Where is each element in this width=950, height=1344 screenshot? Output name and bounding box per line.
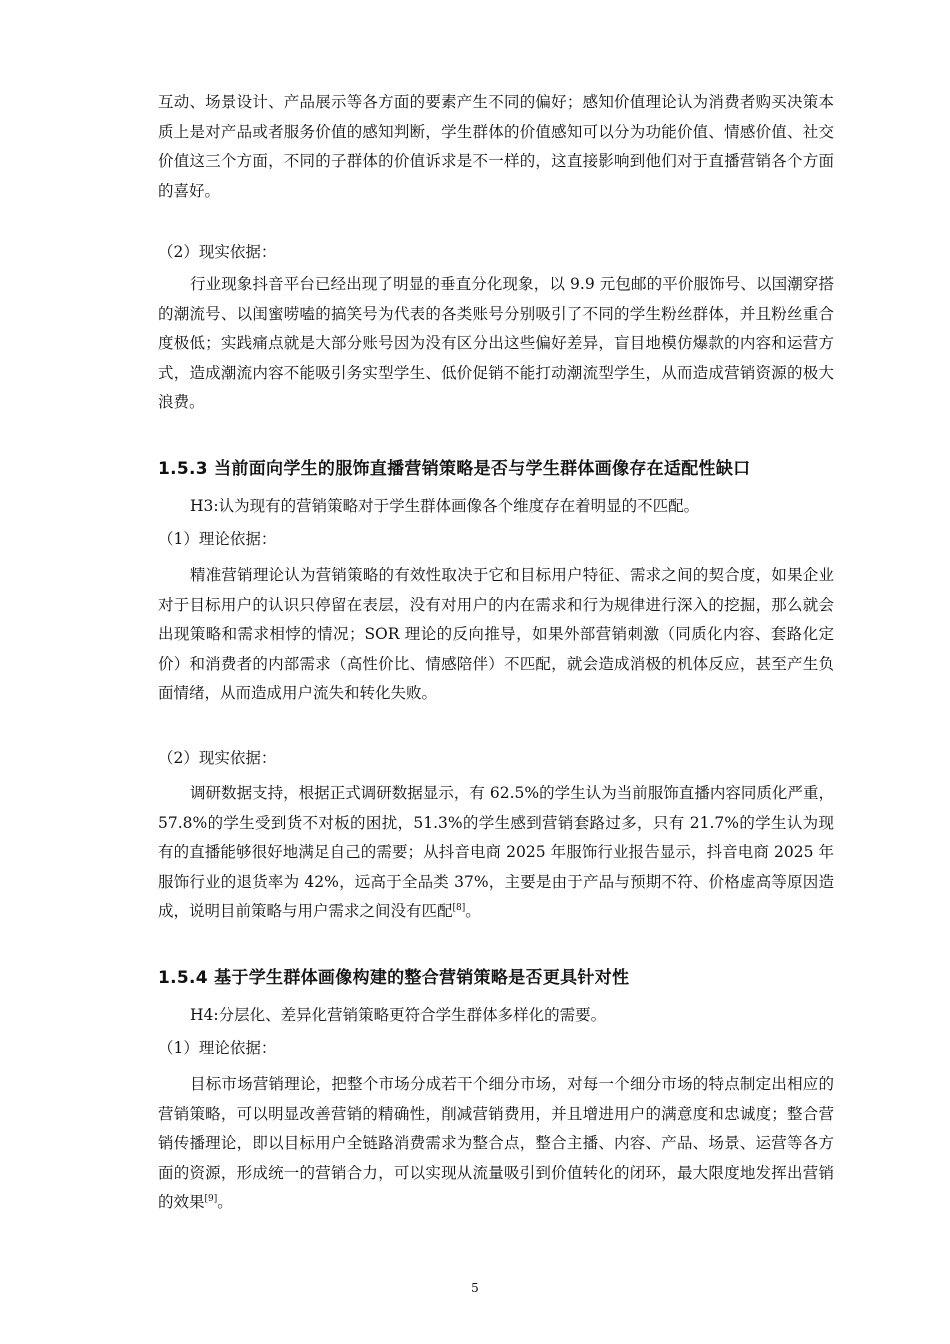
section-heading-1-5-4: 1.5.4 基于学生群体画像构建的整合营销策略是否更具针对性 bbox=[158, 968, 630, 988]
paragraph-target-marketing bbox=[158, 1070, 834, 1218]
citation-ref-8: [8] bbox=[452, 903, 466, 914]
paragraph-industry-phenomenon: 行业现象抖音平台已经出现了明显的垂直分化现象，以 9.9 元包邮的平价服饰号、以国潮穿搭的潮流号、以闺蜜唠嗑的搞笑号为代表的各类账号分别吸引了不同的学生粉丝群体，并且粉丝重合度极低；实践痛点就是大部分账号因为没有区分出这些偏好差异，盲目地模仿爆款的内容和运营方式，造成潮流内容不能吸引务实型学生、低价促销不能打动潮流型学生，从而造成营销资源的极大浪费。 bbox=[158, 275, 834, 412]
label-theoretical-basis: （1）理论依据： bbox=[158, 530, 277, 548]
hypothesis-h4: H4:分层化、差异化营销策略更符合学生群体多样化的需要。 bbox=[190, 1006, 607, 1024]
citation-ref-9: [9] bbox=[204, 1194, 218, 1205]
section-heading-1-5-3: 1.5.3 当前面向学生的服饰直播营销策略是否与学生群体画像存在适配性缺口 bbox=[158, 459, 751, 479]
target-marketing-end: 。 bbox=[217, 1193, 233, 1212]
survey-data-text: 调研数据支持，根据正式调研数据显示，有 62.5%的学生认为当前服饰直播内容同质化严重，57.8%的学生受到货不对板的困扰，51.3%的学生感到营销套路过多，只有 21.7%的学生认为现有的直播能够很好地满足自己的需要；从抖音电商 2025 年服饰行业报告显示，抖音电商 2025 年服饰行业的退货率为 42%，远高于全品类 37%，主要是由于产品与预期不符、价格虚高等原因造成，说明目前策略与用户需求之间没有匹配 bbox=[158, 784, 834, 921]
paragraph-perceived-value: 互动、场景设计、产品展示等各方面的要素产生不同的偏好；感知价值理论认为消费者购买决策本质上是对产品或者服务价值的感知判断，学生群体的价值感知可以分为功能价值、情感价值、社交价值这三个方面，不同的子群体的价值诉求是不一样的，这直接影响到他们对于直播营销各个方面的喜好。 bbox=[158, 93, 834, 200]
paragraph-precision-marketing: 精准营销理论认为营销策略的有效性取决于它和目标用户特征、需求之间的契合度，如果企业对于目标用户的认识只停留在表层，没有对用户的内在需求和行为规律进行深入的挖掘，那么就会出现策略和需求相悖的情况；SOR 理论的反向推导，如果外部营销刺激（同质化内容、套路化定价）和消费者的内部需求（高性价比、情感陪伴）不匹配，就会造成消极的机体反应，甚至产生负面情绪，从而造成用户流失和转化失败。 bbox=[158, 566, 834, 703]
hypothesis-h3: H3:认为现有的营销策略对于学生群体画像各个维度存在着明显的不匹配。 bbox=[190, 497, 700, 515]
page-number: 5 bbox=[471, 1281, 479, 1295]
label-practical-basis: （2）现实依据： bbox=[158, 749, 277, 767]
paragraph-survey-data bbox=[158, 779, 834, 927]
survey-data-end: 。 bbox=[465, 902, 481, 921]
label-practical-basis: （2）现实依据： bbox=[158, 243, 277, 261]
label-theoretical-basis: （1）理论依据： bbox=[158, 1039, 277, 1057]
target-marketing-text: 目标市场营销理论，把整个市场分成若干个细分市场，对每一个细分市场的特点制定出相应的营销策略，可以明显改善营销的精确性，削减营销费用，并且增进用户的满意度和忠诚度；整合营销传播理论，即以目标用户全链路消费需求为整合点，整合主播、内容、产品、场景、运营等各方面的资源，形成统一的营销合力，可以实现从流量吸引到价值转化的闭环，最大限度地发挥出营销的效果 bbox=[158, 1075, 834, 1212]
